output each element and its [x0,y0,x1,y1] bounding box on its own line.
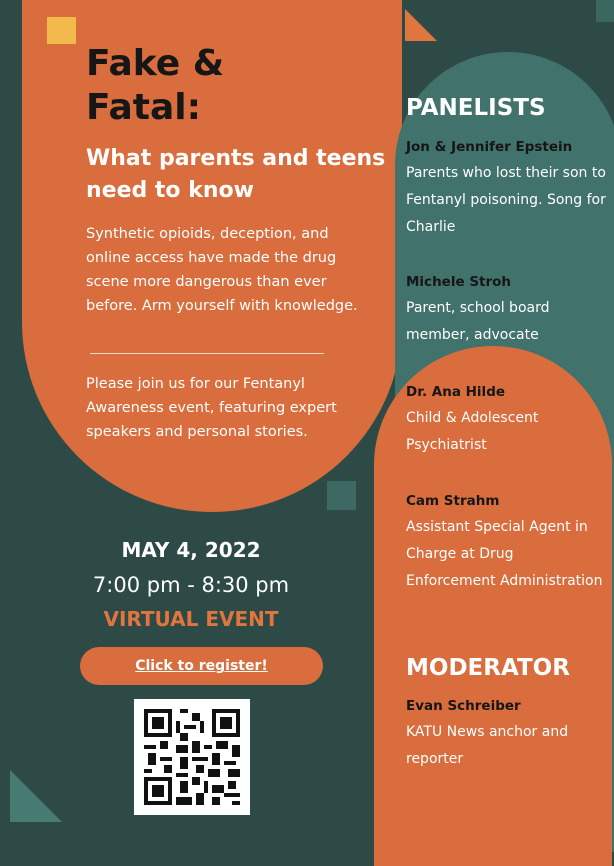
moderator-name: Evan Schreiber [406,698,521,714]
teal-square-decoration [327,481,356,510]
panelist-1 [406,134,606,241]
register-button[interactable]: Click to register! [80,647,323,685]
yellow-square-decoration [47,17,76,44]
event-subtitle: What parents and teens need to know [86,146,386,203]
teal-triangle-decoration [10,770,62,822]
event-time: 7:00 pm - 8:30 pm [92,573,290,597]
panelist-3 [406,379,606,459]
moderator-role: KATU News anchor and reporter [406,724,569,767]
event-invitation: Please join us for our Fentanyl Awareness event, featuring expert speakers and personal stories. [86,376,337,440]
panelist-name: Cam Strahm [406,493,500,509]
title-line-1: Fake & [86,43,225,84]
divider [90,353,324,354]
panelist-role: Assistant Special Agent in Charge at Drug Enforcement Administration [406,519,603,589]
moderator-heading: MODERATOR [406,655,570,681]
panelist-2 [406,269,606,349]
event-date: MAY 4, 2022 [121,538,261,562]
moderator [406,693,606,773]
qr-code-icon[interactable] [134,699,250,815]
panelist-role: Parent, school board member, advocate [406,300,550,343]
panelists-heading: PANELISTS [406,95,546,121]
orange-triangle-decoration [405,9,437,41]
panelist-name: Dr. Ana Hilde [406,384,506,400]
event-type: VIRTUAL EVENT [103,607,279,631]
title-line-2: Fatal: [86,87,202,128]
panelist-4 [406,488,606,595]
event-description: Synthetic opioids, deception, and online access have made the drug scene more dangerous than ever before. Arm yourself with knowledge. [86,226,358,314]
panelist-name: Jon & Jennifer Epstein [406,139,573,155]
qr-code-graphic [144,709,240,805]
panelist-role: Parents who lost their son to Fentanyl poisoning. Song for Charlie [406,165,606,235]
event-title [86,42,386,130]
panelist-name: Michele Stroh [406,274,512,290]
corner-square-decoration [596,0,614,22]
panelist-role: Child & Adolescent Psychiatrist [406,410,539,453]
